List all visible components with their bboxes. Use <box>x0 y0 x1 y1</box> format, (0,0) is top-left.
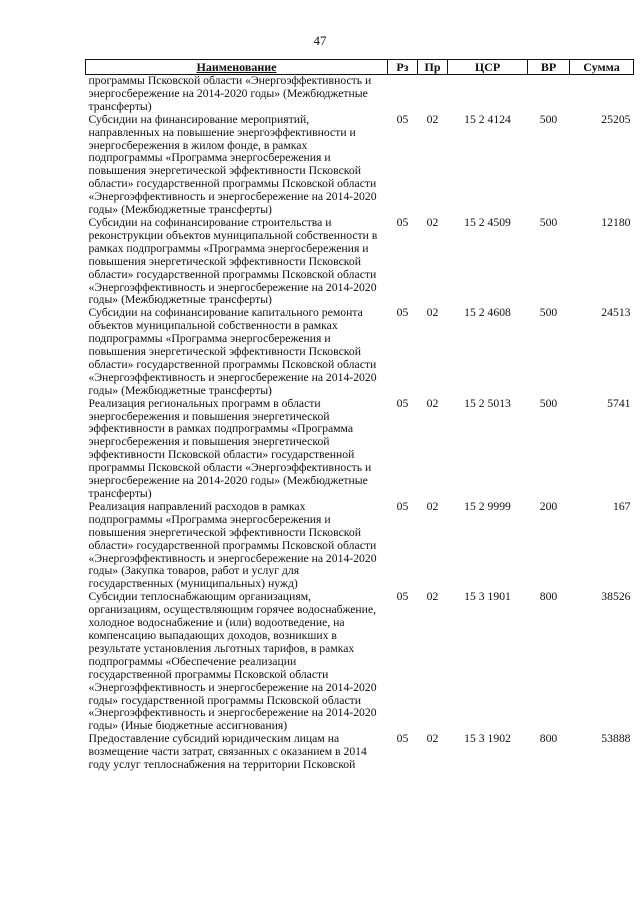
row-csr <box>448 75 528 114</box>
row-vr: 800 <box>539 732 558 746</box>
table-row <box>86 591 634 733</box>
row-rz: 05 <box>396 396 409 410</box>
column-header-sum: Сумма <box>570 60 634 75</box>
row-vr <box>528 75 570 114</box>
row-rz <box>388 75 418 114</box>
row-vr: 500 <box>539 396 558 410</box>
table-row <box>86 733 634 772</box>
row-rz: 05 <box>396 732 409 746</box>
row-csr: 15 2 4608 <box>464 306 511 320</box>
row-pr: 02 <box>426 215 439 229</box>
row-name: Реализация региональных программ в области энергосбережения и повышения энергетической эффективности в рамках подпрограммы «Программа энергосбережения и повышения энергетической эффективности Псковской области» государственной программы Псковской области «Энергоэффективность и энергосбережение на 2014-2020 годы» (Межбюджетные трансферты) <box>88 396 372 500</box>
row-sum: 167 <box>612 499 631 513</box>
column-header-vr: ВР <box>528 60 570 75</box>
row-rz: 05 <box>396 215 409 229</box>
row-sum: 25205 <box>601 112 631 126</box>
row-sum: 38526 <box>601 590 631 604</box>
row-name: программы Псковской области «Энергоэффективность и энергосбережение на 2014-2020 годы» (Межбюджетные трансферты) <box>88 74 372 113</box>
row-vr: 500 <box>539 215 558 229</box>
budget-table <box>85 59 634 772</box>
table-row <box>86 398 634 501</box>
row-rz: 05 <box>396 306 409 320</box>
row-pr: 02 <box>426 590 439 604</box>
row-rz: 05 <box>396 590 409 604</box>
row-vr: 800 <box>539 590 558 604</box>
row-vr: 200 <box>539 499 558 513</box>
column-header-csr: ЦСР <box>448 60 528 75</box>
column-header-rz: Рз <box>388 60 418 75</box>
row-name: Предоставление субсидий юридическим лицам на возмещение части затрат, связанных с оказанием в 2014 году услуг теплоснабжения на территории Псковской <box>88 732 367 772</box>
row-rz: 05 <box>396 112 409 126</box>
row-sum <box>570 75 634 114</box>
row-csr: 15 2 9999 <box>464 499 511 513</box>
table-row <box>86 75 634 114</box>
row-name: Субсидии на финансирование мероприятий, направленных на повышение энергоэффективности и энергосбережения в жилом фонде, в рамках подпрограммы «Программа энергосбережения и повышения энергетической эффективности Псковской области» государственной программы Псковской области «Энергоэффективность и энергосбережение на 2014-2020 годы» (Межбюджетные трансферты) <box>88 112 377 217</box>
table-row <box>86 114 634 217</box>
row-vr: 500 <box>539 112 558 126</box>
row-sum: 24513 <box>601 306 631 320</box>
row-csr: 15 2 4509 <box>464 215 511 229</box>
table-row <box>86 501 634 591</box>
row-name: Реализация направлений расходов в рамках подпрограммы «Программа энергосбережения и повышения энергетической эффективности Псковской области» государственной программы Псковской области «Энергоэффективность и энергосбережение на 2014-2020 годы» (Закупка товаров, работ и услуг для государственных (муниципальных) нужд) <box>88 499 377 591</box>
row-rz: 05 <box>396 499 409 513</box>
row-sum: 5741 <box>607 396 631 410</box>
table-row <box>86 307 634 397</box>
row-name: Субсидии на софинансирование капитального ремонта объектов муниципальной собственности в рамках подпрограммы «Программа энергосбережения и повышения энергетической эффективности Псковской области» государственной программы Псковской области «Энергоэффективность и энергосбережение на 2014-2020 годы» (Межбюджетные трансферты) <box>88 306 377 397</box>
row-vr: 500 <box>539 306 558 320</box>
row-pr: 02 <box>426 306 439 320</box>
column-header-name: Наименование <box>86 60 388 75</box>
row-csr: 15 2 5013 <box>464 396 511 410</box>
row-pr: 02 <box>426 499 439 513</box>
column-header-pr: Пр <box>418 60 448 75</box>
row-name: Субсидии на софинансирование строительства и реконструкции объектов муниципальной собственности в рамках подпрограммы «Программа энергосбережения и повышения энергетической эффективности Псковской области» государственной программы Псковской области «Энергоэффективность и энергосбережение на 2014-2020 годы» (Межбюджетные трансферты) <box>88 215 378 307</box>
row-csr: 15 3 1901 <box>464 590 511 604</box>
row-pr: 02 <box>426 112 439 126</box>
row-sum: 12180 <box>601 215 631 229</box>
table-header-row <box>86 60 634 75</box>
table-row <box>86 217 634 307</box>
row-pr: 02 <box>426 396 439 410</box>
row-pr <box>418 75 448 114</box>
row-sum: 53888 <box>601 732 631 746</box>
row-csr: 15 3 1902 <box>464 732 511 746</box>
page-number: 47 <box>313 33 327 48</box>
row-pr: 02 <box>426 732 439 746</box>
row-csr: 15 2 4124 <box>464 112 511 126</box>
row-name: Субсидии теплоснабжающим организациям, организациям, осуществляющим горячее водоснабжение, холодное водоснабжение и (или) водоотведение, на компенсацию выпадающих доходов, возникших в результате установления льготных тарифов, в рамках подпрограммы «Обеспечение реализации государственной программы Псковской области «Энергоэффективность и энергосбережение на 2014-2020 годы» государственной программы Псковской области «Энергоэффективность и энергосбережение на 2014-2020 годы» (Иные бюджетные ассигнования) <box>88 590 377 733</box>
